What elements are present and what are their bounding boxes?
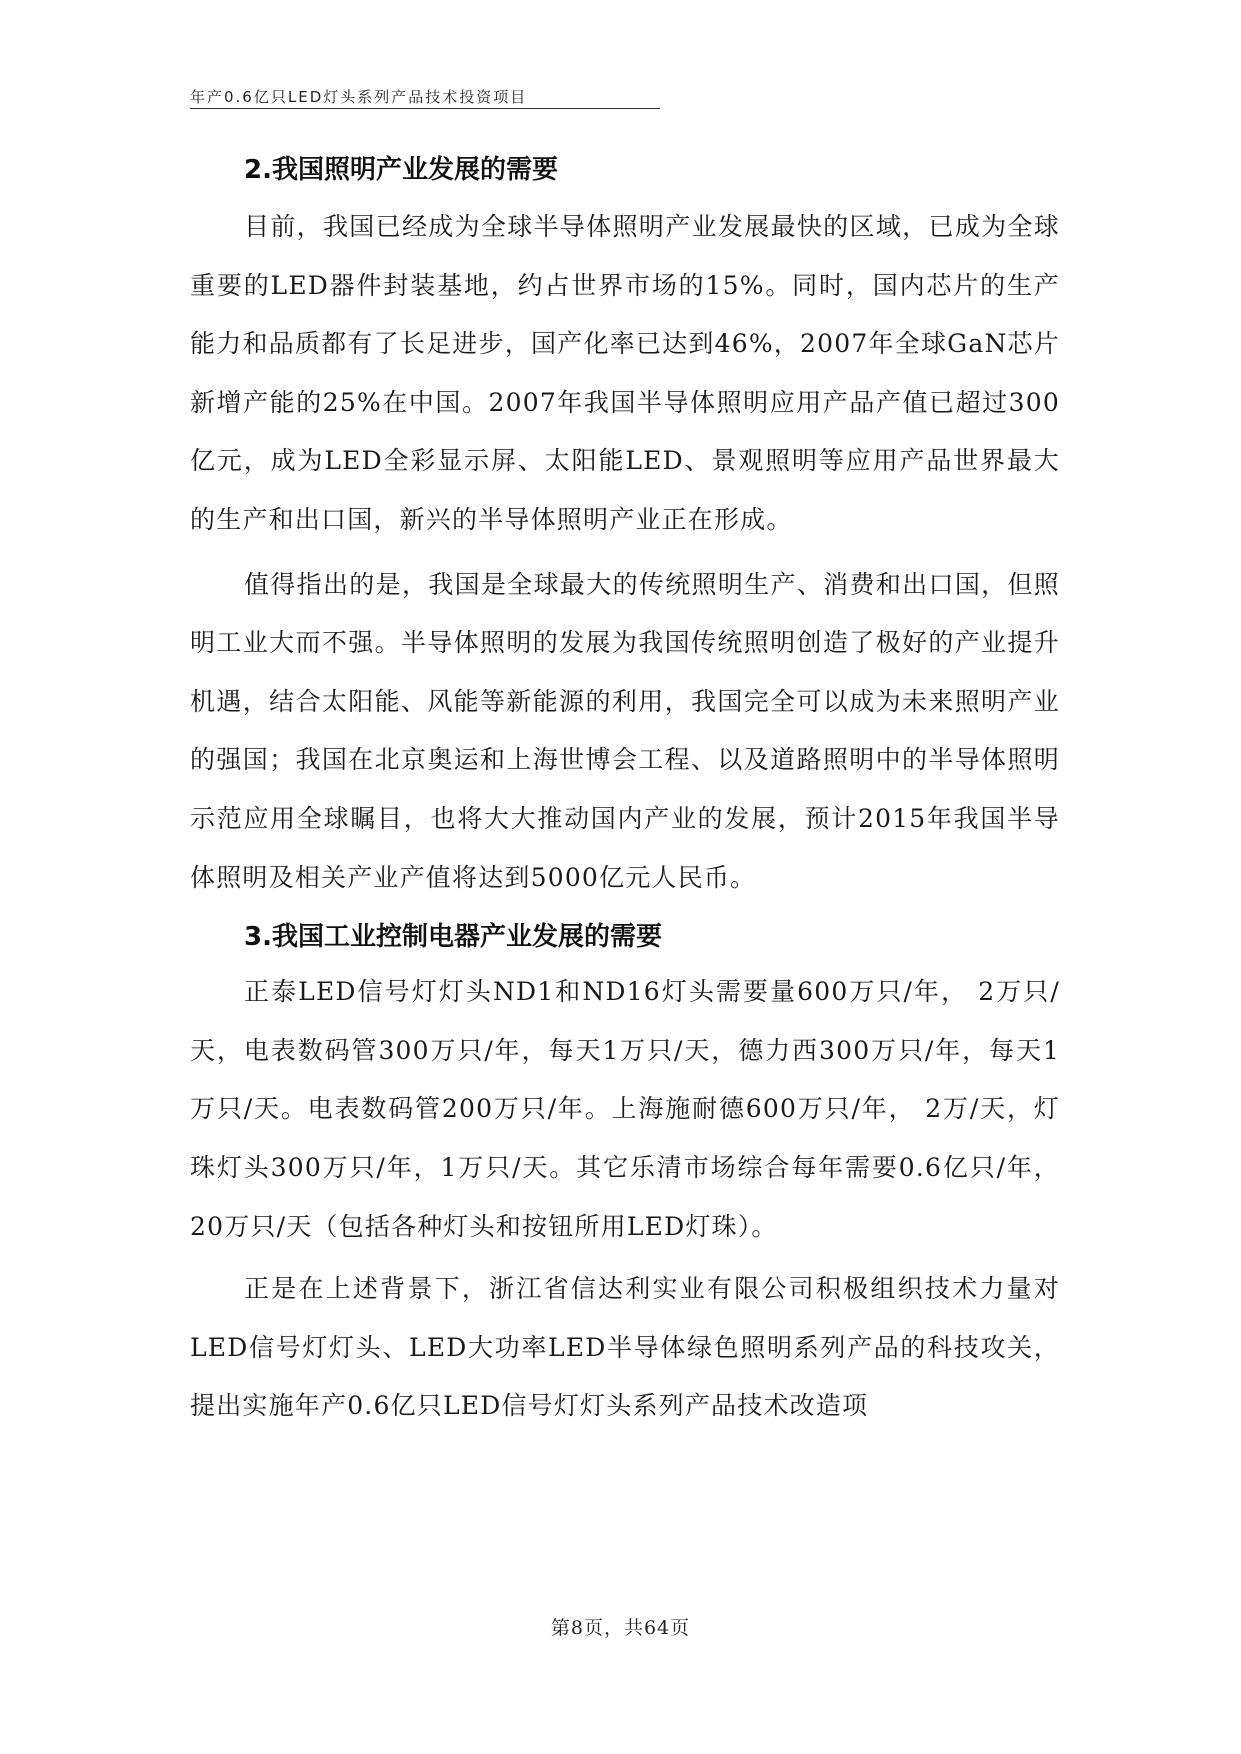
paragraph: 正是在上述背景下，浙江省信达利实业有限公司积极组织技术力量对LED信号灯灯头、LED大功率LED半导体绿色照明系列产品的科技攻关，提出实施年产0.6亿只LED信号灯灯头系列产品技术改造项 xyxy=(190,1274,1060,1421)
paragraph: 目前，我国已经成为全球半导体照明产业发展最快的区域，已成为全球重要的LED器件封装基地，约占世界市场的15%。同时，国内芯片的生产能力和品质都有了长足进步，国产化率已达到46%，2007年全球GaN芯片新增产能的25%在中国。2007年我国半导体照明应用产品产值已超过300亿元，成为LED全彩显示屏、太阳能LED、景观照明等应用产品世界最大的生产和出口国，新兴的半导体照明产业正在形成。 xyxy=(190,212,1060,534)
paragraph: 值得指出的是，我国是全球最大的传统照明生产、消费和出口国，但照明工业大而不强。半导体照明的发展为我国传统照明创造了极好的产业提升机遇，结合太阳能、风能等新能源的利用，我国完全可以成为未来照明产业的强国；我国在北京奥运和上海世博会工程、以及道路照明中的半导体照明示范应用全球瞩目，也将大大推动国内产业的发展，预计2015年我国半导体照明及相关产业产值将达到5000亿元人民币。 xyxy=(190,569,1060,892)
paragraph: 正泰LED信号灯灯头ND1和ND16灯头需要量600万只/年， 2万只/天，电表数码管300万只/年，每天1万只/天，德力西300万只/年，每天1万只/天。电表数码管200万只/年。上海施耐德600万只/年， 2万/天，灯珠灯头300万只/年，1万只/天。其它乐清市场综合每年需要0.6亿只/年，20万只/天（包括各种灯头和按钮所用LED灯珠）。 xyxy=(190,977,1060,1241)
document-body xyxy=(190,148,1060,1436)
section-heading-3: 3.我国工业控制电器产业发展的需要 xyxy=(244,922,662,953)
running-header-title: 年产0.6亿只LED灯头系列产品技术投资项目 xyxy=(190,88,528,106)
page-number-footer: 第8页，共64页 xyxy=(550,1617,691,1639)
header-divider xyxy=(190,108,660,109)
section-heading-2: 2.我国照明产业发展的需要 xyxy=(244,155,558,185)
